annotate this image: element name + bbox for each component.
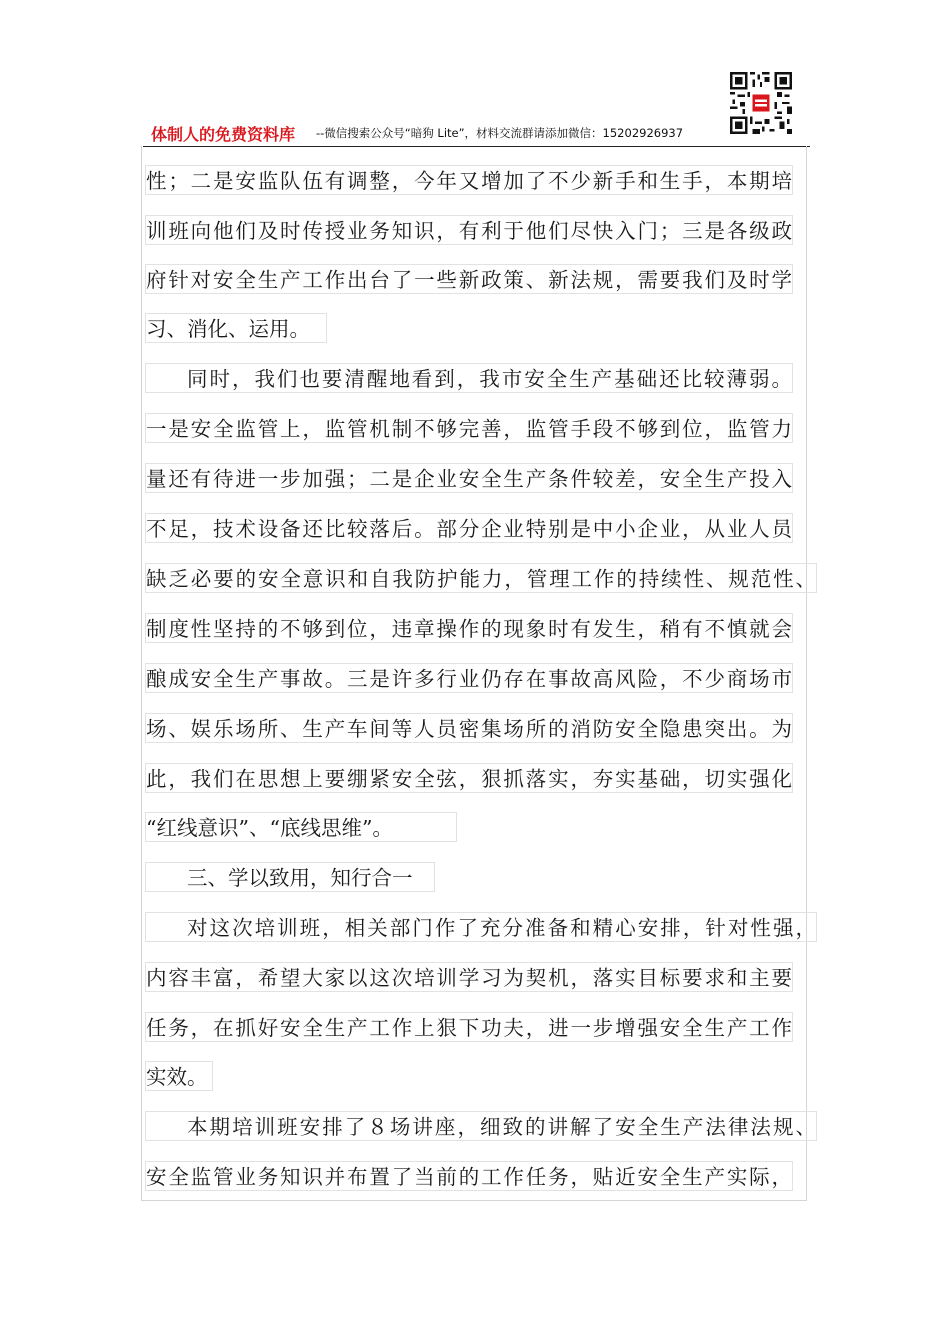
text-line-content: 内容丰富，希望大家以这次培训学习为契机，落实目标要求和主要 bbox=[146, 966, 792, 990]
text-line bbox=[145, 713, 793, 743]
text-line bbox=[145, 413, 793, 443]
text-line-content: 习、消化、运用。 bbox=[146, 317, 310, 341]
text-line-content: 此，我们在思想上要绷紧安全弦，狠抓落实，夯实基础，切实强化 bbox=[146, 767, 792, 791]
text-line-content: 性；二是安监队伍有调整，今年又增加了不少新手和生手，本期培 bbox=[146, 169, 792, 193]
page-header bbox=[143, 116, 810, 147]
text-line-content: 制度性坚持的不够到位，违章操作的现象时有发生，稍有不慎就会 bbox=[146, 617, 792, 641]
text-line-content: 同时，我们也要清醒地看到，我市安全生产基础还比较薄弱。 bbox=[187, 367, 792, 391]
text-line bbox=[145, 363, 793, 393]
text-line bbox=[145, 1111, 817, 1141]
header-subtitle: --微信搜索公众号“暗狗 Lite”，材料交流群请添加微信：15202926937 bbox=[316, 126, 684, 140]
text-line bbox=[145, 862, 435, 892]
text-line bbox=[145, 1061, 213, 1091]
text-line bbox=[145, 912, 817, 942]
text-line-content: 缺乏必要的安全意识和自我防护能力，管理工作的持续性、规范性、 bbox=[146, 567, 816, 591]
text-line-content: 对这次培训班，相关部门作了充分准备和精心安排，针对性强， bbox=[187, 916, 816, 940]
text-line bbox=[145, 215, 793, 245]
text-line-content: 酿成安全生产事故。三是许多行业仍存在事故高风险，不少商场市 bbox=[146, 667, 792, 691]
text-line-content: 任务，在抓好安全生产工作上狠下功夫，进一步增强安全生产工作 bbox=[146, 1016, 792, 1040]
text-line bbox=[145, 663, 793, 693]
text-line-content: 训班向他们及时传授业务知识，有利于他们尽快入门；三是各级政 bbox=[146, 219, 792, 243]
text-line-content: “红线意识”、“底线思维”。 bbox=[146, 816, 393, 840]
header-brand: 体制人的免费资料库 bbox=[151, 125, 296, 144]
text-line-content: 安全监管业务知识并布置了当前的工作任务，贴近安全生产实际， bbox=[146, 1165, 792, 1189]
text-line bbox=[145, 463, 793, 493]
text-line-content: 府针对安全生产工作出台了一些新政策、新法规，需要我们及时学 bbox=[146, 268, 792, 292]
text-line bbox=[145, 1012, 793, 1042]
text-line bbox=[145, 513, 793, 543]
text-line-content: 不足，技术设备还比较落后。部分企业特别是中小企业，从业人员 bbox=[146, 517, 792, 541]
text-line-content: 场、娱乐场所、生产车间等人员密集场所的消防安全隐患突出。为 bbox=[146, 717, 792, 741]
text-line bbox=[145, 313, 327, 343]
text-line bbox=[145, 962, 793, 992]
text-line bbox=[145, 165, 793, 195]
text-line-content: 一是安全监管上，监管机制不够完善，监管手段不够到位，监管力 bbox=[146, 417, 792, 441]
text-line-content: 三、学以致用，知行合一 bbox=[187, 866, 413, 890]
qr-code-icon bbox=[730, 72, 792, 134]
text-line bbox=[145, 563, 817, 593]
text-line bbox=[145, 812, 457, 842]
text-line-content: 量还有待进一步加强；二是企业安全生产条件较差，安全生产投入 bbox=[146, 467, 792, 491]
text-line-content: 本期培训班安排了８场讲座，细致的讲解了安全生产法律法规、 bbox=[187, 1115, 816, 1139]
text-line bbox=[145, 613, 793, 643]
text-line bbox=[145, 763, 793, 793]
text-line bbox=[145, 264, 793, 294]
text-line-content: 实效。 bbox=[146, 1065, 208, 1089]
text-line bbox=[145, 1161, 793, 1191]
